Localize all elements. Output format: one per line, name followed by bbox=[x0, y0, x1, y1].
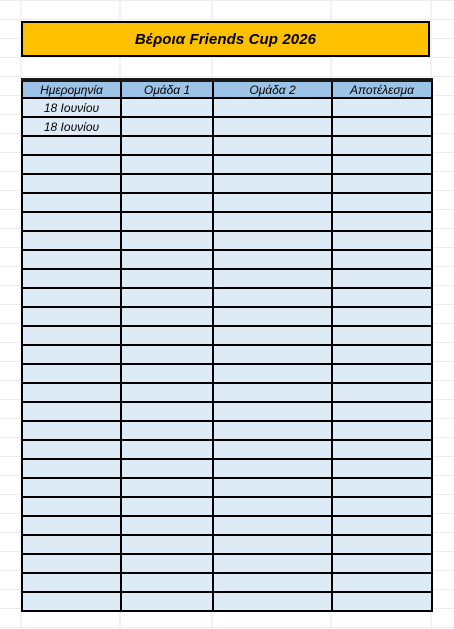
cell-date[interactable] bbox=[22, 345, 121, 364]
cell-team-1[interactable] bbox=[121, 573, 213, 592]
table-row bbox=[22, 231, 432, 250]
cell-result[interactable] bbox=[332, 573, 432, 592]
cell-result[interactable] bbox=[332, 136, 432, 155]
table-row bbox=[22, 174, 432, 193]
cell-result[interactable] bbox=[332, 193, 432, 212]
cell-result[interactable] bbox=[332, 421, 432, 440]
cell-date[interactable] bbox=[22, 573, 121, 592]
cell-date[interactable]: 18 Ιουνίου bbox=[22, 98, 121, 117]
table-row bbox=[22, 117, 432, 136]
cell-team-1[interactable] bbox=[121, 516, 213, 535]
cell-team-1[interactable] bbox=[121, 421, 213, 440]
cell-result[interactable] bbox=[332, 345, 432, 364]
cell-result[interactable] bbox=[332, 250, 432, 269]
cell-date[interactable] bbox=[22, 231, 121, 250]
cell-team-2[interactable] bbox=[213, 193, 332, 212]
cell-team-1[interactable] bbox=[121, 307, 213, 326]
cell-date[interactable] bbox=[22, 554, 121, 573]
cell-date[interactable] bbox=[22, 174, 121, 193]
cell-team-2[interactable] bbox=[213, 364, 332, 383]
cell-team-2[interactable] bbox=[213, 592, 332, 611]
cell-result[interactable] bbox=[332, 402, 432, 421]
table-row bbox=[22, 364, 432, 383]
cell-team-1[interactable] bbox=[121, 440, 213, 459]
cell-date[interactable] bbox=[22, 592, 121, 611]
cell-result[interactable] bbox=[332, 288, 432, 307]
cell-result[interactable] bbox=[332, 383, 432, 402]
cell-team-2[interactable] bbox=[213, 155, 332, 174]
cell-team-1[interactable] bbox=[121, 155, 213, 174]
cell-result[interactable] bbox=[332, 497, 432, 516]
cell-result[interactable] bbox=[332, 440, 432, 459]
cell-team-1[interactable] bbox=[121, 269, 213, 288]
cell-team-2[interactable] bbox=[213, 345, 332, 364]
table-row bbox=[22, 269, 432, 288]
cell-team-2[interactable] bbox=[213, 250, 332, 269]
cell-team-2[interactable] bbox=[213, 98, 332, 117]
cell-team-2[interactable] bbox=[213, 383, 332, 402]
cell-team-1[interactable] bbox=[121, 459, 213, 478]
cell-team-2[interactable] bbox=[213, 440, 332, 459]
cell-team-2[interactable] bbox=[213, 288, 332, 307]
table-row bbox=[22, 345, 432, 364]
cell-team-2[interactable] bbox=[213, 459, 332, 478]
table-row bbox=[22, 459, 432, 478]
table-row bbox=[22, 250, 432, 269]
cell-team-2[interactable] bbox=[213, 326, 332, 345]
cell-team-1[interactable] bbox=[121, 383, 213, 402]
cell-result[interactable] bbox=[332, 478, 432, 497]
table-row bbox=[22, 573, 432, 592]
cell-team-1[interactable] bbox=[121, 117, 213, 136]
table-row bbox=[22, 212, 432, 231]
cell-team-1[interactable] bbox=[121, 288, 213, 307]
cell-team-2[interactable] bbox=[213, 212, 332, 231]
cell-result[interactable] bbox=[332, 364, 432, 383]
cell-date[interactable] bbox=[22, 307, 121, 326]
header-date: Ημερομηνία bbox=[22, 80, 121, 98]
cell-date[interactable] bbox=[22, 136, 121, 155]
cell-result[interactable] bbox=[332, 231, 432, 250]
table-row bbox=[22, 326, 432, 345]
table-row bbox=[22, 288, 432, 307]
cell-team-2[interactable] bbox=[213, 117, 332, 136]
cell-result[interactable] bbox=[332, 307, 432, 326]
cell-team-2[interactable] bbox=[213, 516, 332, 535]
cell-result[interactable] bbox=[332, 155, 432, 174]
header-team-1: Ομάδα 1 bbox=[121, 80, 213, 98]
cell-result[interactable] bbox=[332, 459, 432, 478]
cell-team-2[interactable] bbox=[213, 497, 332, 516]
cell-date[interactable] bbox=[22, 440, 121, 459]
cell-date[interactable] bbox=[22, 250, 121, 269]
cell-date[interactable] bbox=[22, 459, 121, 478]
cell-date[interactable] bbox=[22, 269, 121, 288]
schedule-table bbox=[21, 78, 433, 612]
cell-team-1[interactable] bbox=[121, 478, 213, 497]
cell-team-1[interactable] bbox=[121, 554, 213, 573]
cell-team-1[interactable] bbox=[121, 212, 213, 231]
table-row bbox=[22, 421, 432, 440]
table-row bbox=[22, 98, 432, 117]
cell-team-2[interactable] bbox=[213, 535, 332, 554]
cell-date[interactable] bbox=[22, 193, 121, 212]
table-row bbox=[22, 383, 432, 402]
cell-result[interactable] bbox=[332, 516, 432, 535]
cell-team-2[interactable] bbox=[213, 174, 332, 193]
cell-team-2[interactable] bbox=[213, 421, 332, 440]
table-row bbox=[22, 516, 432, 535]
cell-team-2[interactable] bbox=[213, 478, 332, 497]
cell-team-2[interactable] bbox=[213, 231, 332, 250]
cell-team-1[interactable] bbox=[121, 174, 213, 193]
cell-date[interactable] bbox=[22, 478, 121, 497]
cell-date[interactable] bbox=[22, 364, 121, 383]
cell-date[interactable] bbox=[22, 516, 121, 535]
cell-result[interactable] bbox=[332, 554, 432, 573]
cell-team-1[interactable] bbox=[121, 592, 213, 611]
cell-result[interactable] bbox=[332, 592, 432, 611]
header-team-2: Ομάδα 2 bbox=[213, 80, 332, 98]
cell-team-1[interactable] bbox=[121, 98, 213, 117]
cell-team-1[interactable] bbox=[121, 402, 213, 421]
cell-team-1[interactable] bbox=[121, 364, 213, 383]
cell-date[interactable] bbox=[22, 535, 121, 554]
cell-team-2[interactable] bbox=[213, 402, 332, 421]
cell-date[interactable]: 18 Ιουνίου bbox=[22, 117, 121, 136]
cell-result[interactable] bbox=[332, 174, 432, 193]
table-row bbox=[22, 136, 432, 155]
cell-team-1[interactable] bbox=[121, 193, 213, 212]
cell-date[interactable] bbox=[22, 402, 121, 421]
cell-result[interactable] bbox=[332, 98, 432, 117]
cell-team-1[interactable] bbox=[121, 250, 213, 269]
cell-date[interactable] bbox=[22, 212, 121, 231]
cell-team-2[interactable] bbox=[213, 136, 332, 155]
cell-date[interactable] bbox=[22, 326, 121, 345]
cell-team-1[interactable] bbox=[121, 345, 213, 364]
title-banner bbox=[21, 21, 430, 57]
cell-team-2[interactable] bbox=[213, 307, 332, 326]
header-row bbox=[22, 80, 432, 98]
cell-team-2[interactable] bbox=[213, 554, 332, 573]
table-row bbox=[22, 554, 432, 573]
cell-team-2[interactable] bbox=[213, 573, 332, 592]
cell-team-1[interactable] bbox=[121, 231, 213, 250]
cell-date[interactable] bbox=[22, 497, 121, 516]
table-row bbox=[22, 535, 432, 554]
cell-date[interactable] bbox=[22, 155, 121, 174]
header-result: Αποτέλεσμα bbox=[332, 80, 432, 98]
cell-team-1[interactable] bbox=[121, 136, 213, 155]
cell-team-1[interactable] bbox=[121, 326, 213, 345]
table-row bbox=[22, 592, 432, 611]
cell-team-1[interactable] bbox=[121, 535, 213, 554]
cell-team-2[interactable] bbox=[213, 269, 332, 288]
table-row bbox=[22, 440, 432, 459]
sheet-title: Βέροια Friends Cup 2026 bbox=[134, 30, 317, 48]
table-row bbox=[22, 155, 432, 174]
cell-result[interactable] bbox=[332, 535, 432, 554]
cell-date[interactable] bbox=[22, 421, 121, 440]
table-row bbox=[22, 402, 432, 421]
cell-result[interactable] bbox=[332, 326, 432, 345]
table-row bbox=[22, 497, 432, 516]
cell-team-1[interactable] bbox=[121, 497, 213, 516]
cell-result[interactable] bbox=[332, 212, 432, 231]
table-row bbox=[22, 307, 432, 326]
table-row bbox=[22, 478, 432, 497]
cell-date[interactable] bbox=[22, 288, 121, 307]
cell-result[interactable] bbox=[332, 269, 432, 288]
table-row bbox=[22, 193, 432, 212]
cell-result[interactable] bbox=[332, 117, 432, 136]
cell-date[interactable] bbox=[22, 383, 121, 402]
